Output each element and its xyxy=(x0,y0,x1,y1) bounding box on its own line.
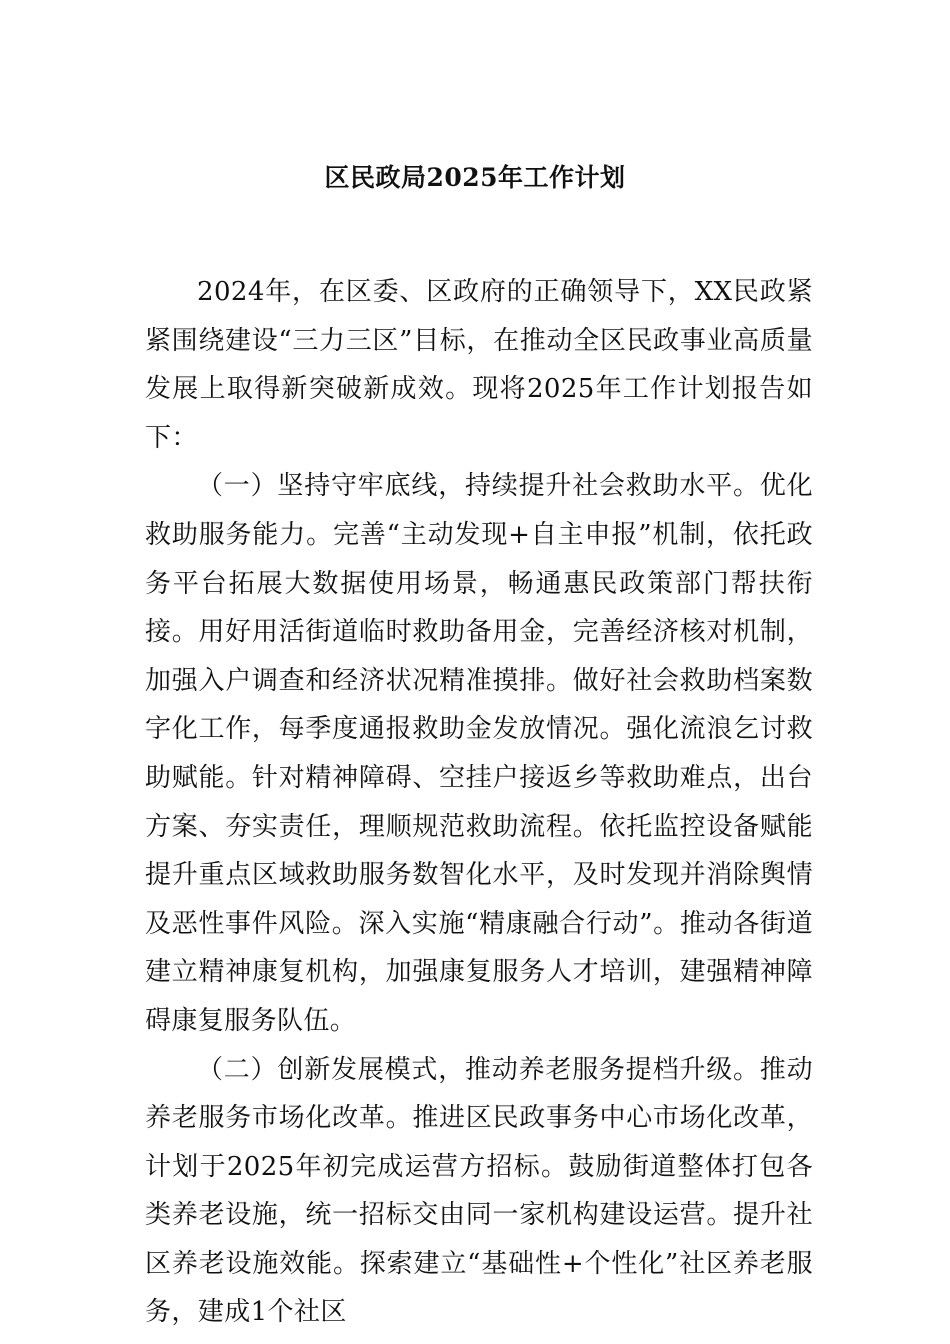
paragraph-social-assistance: （一）坚持守牢底线，持续提升社会救助水平。优化救助服务能力。完善“主动发现+自主申报”机制，依托政务平台拓展大数据使用场景，畅通惠民政策部门帮扶衔接。用好用活街道临时救助备用金，完善经济核对机制，加强入户调查和经济状况精准摸排。做好社会救助档案数字化工作，每季度通报救助金发放情况。强化流浪乞讨救助赋能。针对精神障碍、空挂户接返乡等救助难点，出台方案、夯实责任，理顺规范救助流程。依托监控设备赋能提升重点区域救助服务数智化水平，及时发现并消除舆情及恶性事件风险。深入实施“精康融合行动”。推动各街道建立精神康复机构，加强康复服务人才培训，建强精神障碍康复服务队伍。 xyxy=(145,471,813,1036)
paragraph-intro: 2024年，在区委、区政府的正确领导下，XX民政紧紧围绕建设“三力三区”目标，在推动全区民政事业高质量发展上取得新突破新成效。现将2025年工作计划报告如下： xyxy=(145,277,813,453)
document-body xyxy=(145,268,813,1337)
paragraph-elderly-care: （二）创新发展模式，推动养老服务提档升级。推动养老服务市场化改革。推进区民政事务中心市场化改革，计划于2025年初完成运营方招标。鼓励街道整体打包各类养老设施，统一招标交由同一家机构建设运营。提升社区养老设施效能。探索建立“基础性+个性化”社区养老服务，建成1个社区 xyxy=(145,1054,813,1328)
document-title: 区民政局2025年工作计划 xyxy=(324,163,626,192)
